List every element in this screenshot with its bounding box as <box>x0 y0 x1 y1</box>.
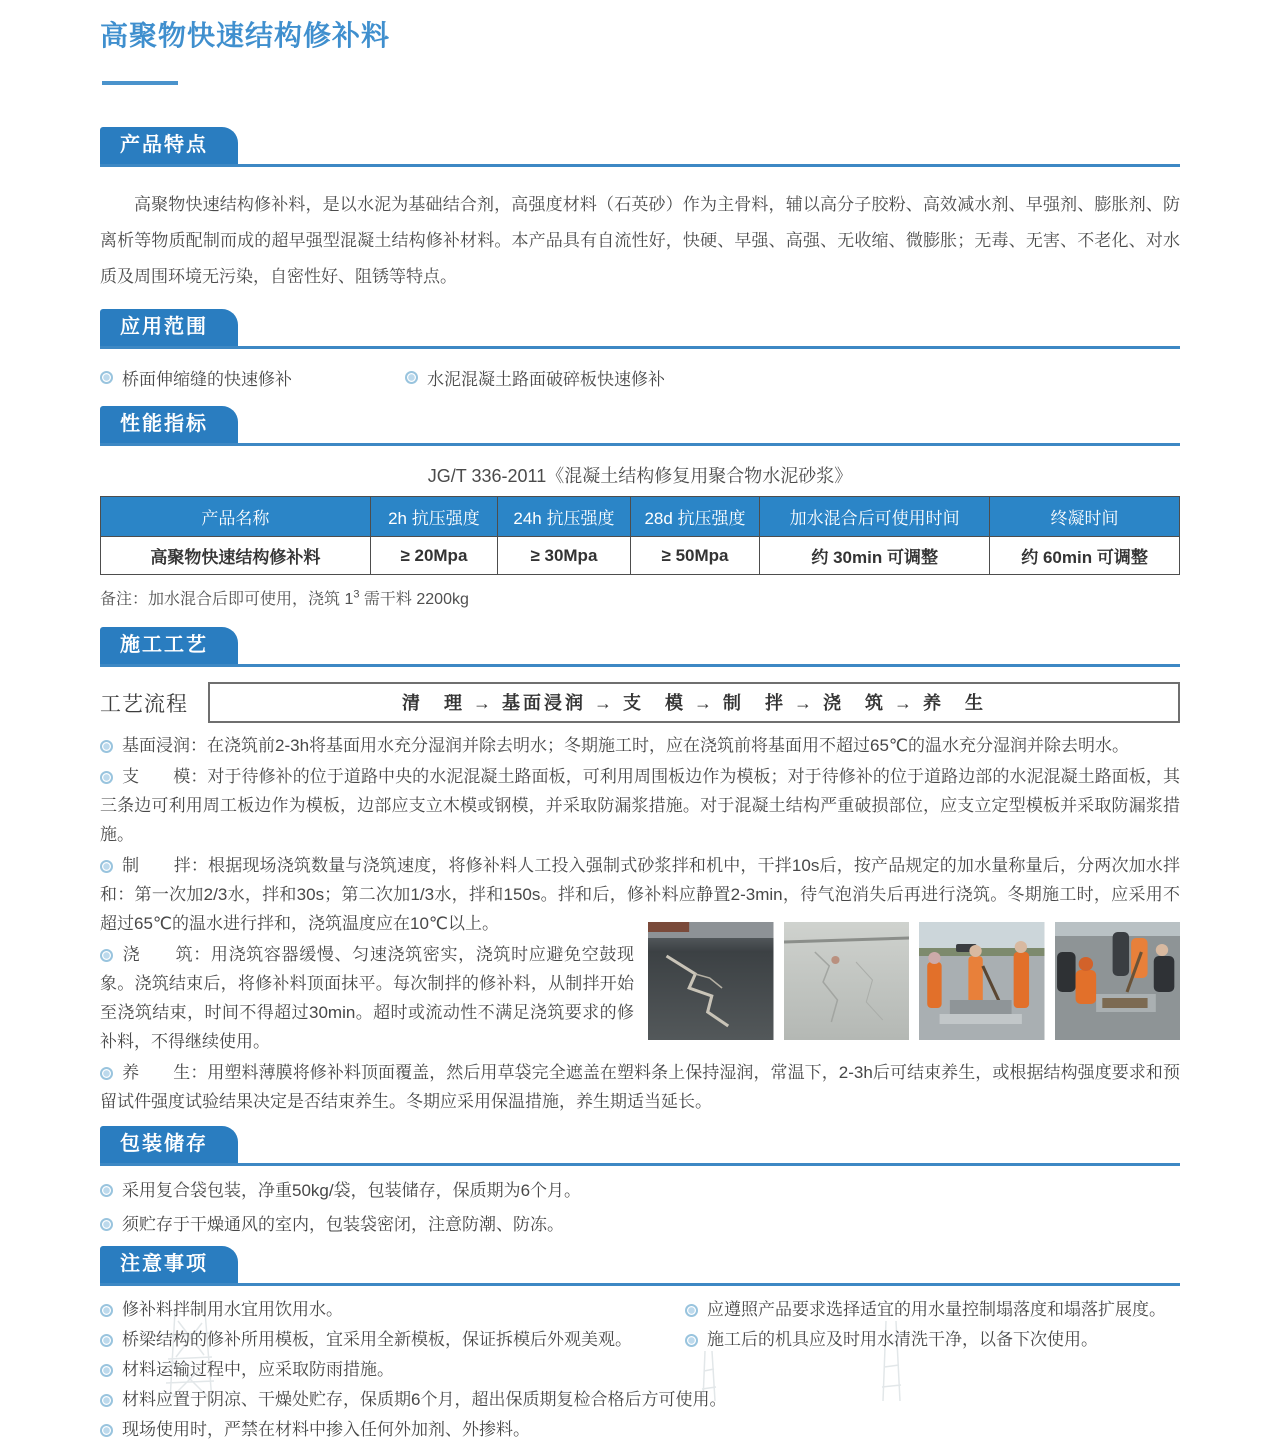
note-text: 桥梁结构的修补所用模板，宜采用全新模板，保证拆模后外观美观。 <box>122 1330 632 1349</box>
section-heading-rule <box>100 127 1180 167</box>
ring-bullet-icon <box>100 1424 113 1437</box>
flow-label: 工艺流程 <box>100 692 188 716</box>
section-applications <box>100 309 1180 390</box>
construction-photos <box>648 922 1180 1040</box>
note-item <box>100 1418 1180 1442</box>
application-label: 水泥混凝土路面破碎板快速修补 <box>427 370 665 389</box>
application-item <box>100 365 405 390</box>
ring-bullet-icon <box>100 771 113 784</box>
step-text: 支 模：对于待修补的位于道路中央的水泥混凝土路面板，可利用周围板边作为模板；对于待修补的位于道路边部的水泥混凝土路面板，其三条边可利用周工板边作为模板，边部应支立木模或钢模，并采取防漏浆措施。对于混凝土结构严重破损部位，应支立定型模板并采取防漏浆措施。 <box>100 767 1180 844</box>
ring-bullet-icon <box>685 1334 698 1347</box>
performance-table <box>100 496 1180 575</box>
process-flow-row <box>100 682 1180 723</box>
section-heading-packaging: 包装储存 <box>100 1126 238 1163</box>
step-text: 基面浸润：在浇筑前2-3h将基面用水充分湿润并除去明水；冬期施工时，应在浇筑前将基面用不超过65℃的温水充分湿润并除去明水。 <box>122 736 1130 755</box>
process-steps <box>100 731 1180 1116</box>
section-heading-rule <box>100 627 1180 667</box>
title-underline <box>102 81 178 85</box>
step-text: 浇 筑：用浇筑容器缓慢、匀速浇筑密实，浇筑时应避免空鼓现象。浇筑结束后，将修补料顶面抹平。每次制拌的修补料，从制拌开始至浇筑结束，时间不得超过30min。超时或流动性不满足浇筑要求的修补料，不得继续使用。 <box>100 945 634 1051</box>
section-heading-rule <box>100 406 1180 446</box>
ring-bullet-icon <box>100 1184 113 1197</box>
note-text: 备注：加水混合后即可使用，浇筑 1 <box>100 591 354 608</box>
section-heading-applications: 应用范围 <box>100 309 238 346</box>
col-header: 24h 抗压强度 <box>498 497 631 537</box>
table-header-row <box>101 497 1180 537</box>
note-superscript: 3 <box>353 588 360 601</box>
section-heading-process: 施工工艺 <box>100 627 238 664</box>
ring-bullet-icon <box>100 371 113 384</box>
ring-bullet-icon <box>100 1394 113 1407</box>
packaging-text: 采用复合袋包装，净重50kg/袋，包装储存，保质期为6个月。 <box>122 1181 582 1200</box>
section-heading-features: 产品特点 <box>100 127 238 164</box>
note-text: 施工后的机具应及时用水清洗干净，以备下次使用。 <box>707 1330 1098 1349</box>
product-sheet-page <box>100 0 1180 1442</box>
note-text: 材料应置于阴凉、干燥处贮存，保质期6个月，超出保质期复检合格后方可使用。 <box>122 1390 727 1409</box>
section-notes <box>100 1246 1180 1442</box>
col-header: 终凝时间 <box>990 497 1180 537</box>
table-row <box>101 537 1180 575</box>
process-step <box>100 762 1180 849</box>
application-label: 桥面伸缩缝的快速修补 <box>122 370 292 389</box>
step-text: 制 拌：根据现场浇筑数量与浇筑速度，将修补料人工投入强制式砂浆拌和机中，干拌10s后，按产品规定的加水量称量后，分两次加水拌和：第一次加2/3水，拌和30s；第二次加1/3水，拌和150s。拌和后，修补料应静置2-3min，待气泡消失后再进行浇筑。冬期施工时，应采用不超过65℃的温水进行拌和，浇筑温度应在10℃以上。 <box>100 856 1180 933</box>
step-text: 养 生：用塑料薄膜将修补料顶面覆盖，然后用草袋完全遮盖在塑料条上保持湿润，常温下，2-3h后可结束养生，或根据结构强度要求和预留试件强度试验结果决定是否结束养生。冬期应采用保温措施，养生期适当延长。 <box>100 1063 1180 1111</box>
application-item <box>405 365 665 390</box>
section-heading-rule <box>100 1126 1180 1166</box>
section-heading-rule <box>100 309 1180 349</box>
road-repair-workers-photo <box>919 922 1045 1040</box>
note-text: 需干料 2200kg <box>359 591 469 608</box>
ring-bullet-icon <box>100 860 113 873</box>
note-text: 现场使用时，严禁在材料中掺入任何外加剂、外掺料。 <box>122 1420 530 1439</box>
page-title: 高聚物快速结构修补料 <box>100 20 391 51</box>
section-heading-rule <box>100 1246 1180 1286</box>
workers-patching-photo <box>1055 922 1181 1040</box>
section-features <box>100 127 1180 295</box>
section-performance <box>100 406 1180 609</box>
note-item <box>100 1358 685 1382</box>
ring-bullet-icon <box>100 1304 113 1317</box>
note-item <box>685 1298 1180 1322</box>
table-note <box>100 586 1180 609</box>
packaging-item <box>100 1212 1180 1237</box>
note-item <box>100 1298 685 1322</box>
concrete-surface-crack-photo <box>784 922 910 1040</box>
section-heading-notes: 注意事项 <box>100 1246 238 1283</box>
packaging-item <box>100 1178 1180 1203</box>
note-text: 修补料拌制用水宜用饮用水。 <box>122 1300 343 1319</box>
table-cell: ≥ 30Mpa <box>498 537 631 575</box>
process-step <box>100 731 1180 760</box>
table-cell: 约 60min 可调整 <box>990 537 1180 575</box>
col-header: 2h 抗压强度 <box>370 497 497 537</box>
flow-diagram-box: 清 理 → 基面浸润 → 支 模 → 制 拌 → 浇 筑 → 养 生 <box>208 682 1180 723</box>
table-cell: 高聚物快速结构修补料 <box>101 537 371 575</box>
col-header: 产品名称 <box>101 497 371 537</box>
ring-bullet-icon <box>100 1218 113 1231</box>
ring-bullet-icon <box>100 1334 113 1347</box>
notes-list <box>100 1298 1180 1442</box>
applications-list <box>100 365 1180 390</box>
note-text: 材料运输过程中，应采取防雨措施。 <box>122 1360 394 1379</box>
col-header: 加水混合后可使用时间 <box>760 497 990 537</box>
ring-bullet-icon <box>100 1364 113 1377</box>
features-paragraph: 高聚物快速结构修补料，是以水泥为基础结合剂，高强度材料（石英砂）作为主骨料，辅以高分子胶粉、高效减水剂、早强剂、膨胀剂、防离析等物质配制而成的超早强型混凝土结构修补材料。本产品具有自流性好，快硬、早强、高强、无收缩、微膨胀；无毒、无害、不老化、对水质及周围环境无污染，自密性好、阻锈等特点。 <box>100 195 1180 286</box>
table-cell: ≥ 20Mpa <box>370 537 497 575</box>
note-item <box>685 1328 1180 1352</box>
note-item <box>100 1388 1180 1412</box>
table-cell: ≥ 50Mpa <box>630 537 759 575</box>
note-item <box>100 1328 685 1352</box>
process-step <box>100 1058 1180 1116</box>
col-header: 28d 抗压强度 <box>630 497 759 537</box>
standard-caption: JG/T 336-2011《混凝土结构修复用聚合物水泥砂浆》 <box>427 466 853 486</box>
ring-bullet-icon <box>100 1067 113 1080</box>
ring-bullet-icon <box>100 949 113 962</box>
pavement-crack-photo <box>648 922 774 1040</box>
packaging-list <box>100 1178 1180 1237</box>
ring-bullet-icon <box>685 1304 698 1317</box>
table-cell: 约 30min 可调整 <box>760 537 990 575</box>
note-text: 应遵照产品要求选择适宜的用水量控制塌落度和塌落扩展度。 <box>707 1300 1166 1319</box>
ring-bullet-icon <box>405 371 418 384</box>
ring-bullet-icon <box>100 740 113 753</box>
section-packaging <box>100 1126 1180 1237</box>
packaging-text: 须贮存于干燥通风的室内，包装袋密闭，注意防潮、防冻。 <box>122 1215 564 1234</box>
section-heading-performance: 性能指标 <box>100 406 238 443</box>
section-process <box>100 627 1180 1116</box>
